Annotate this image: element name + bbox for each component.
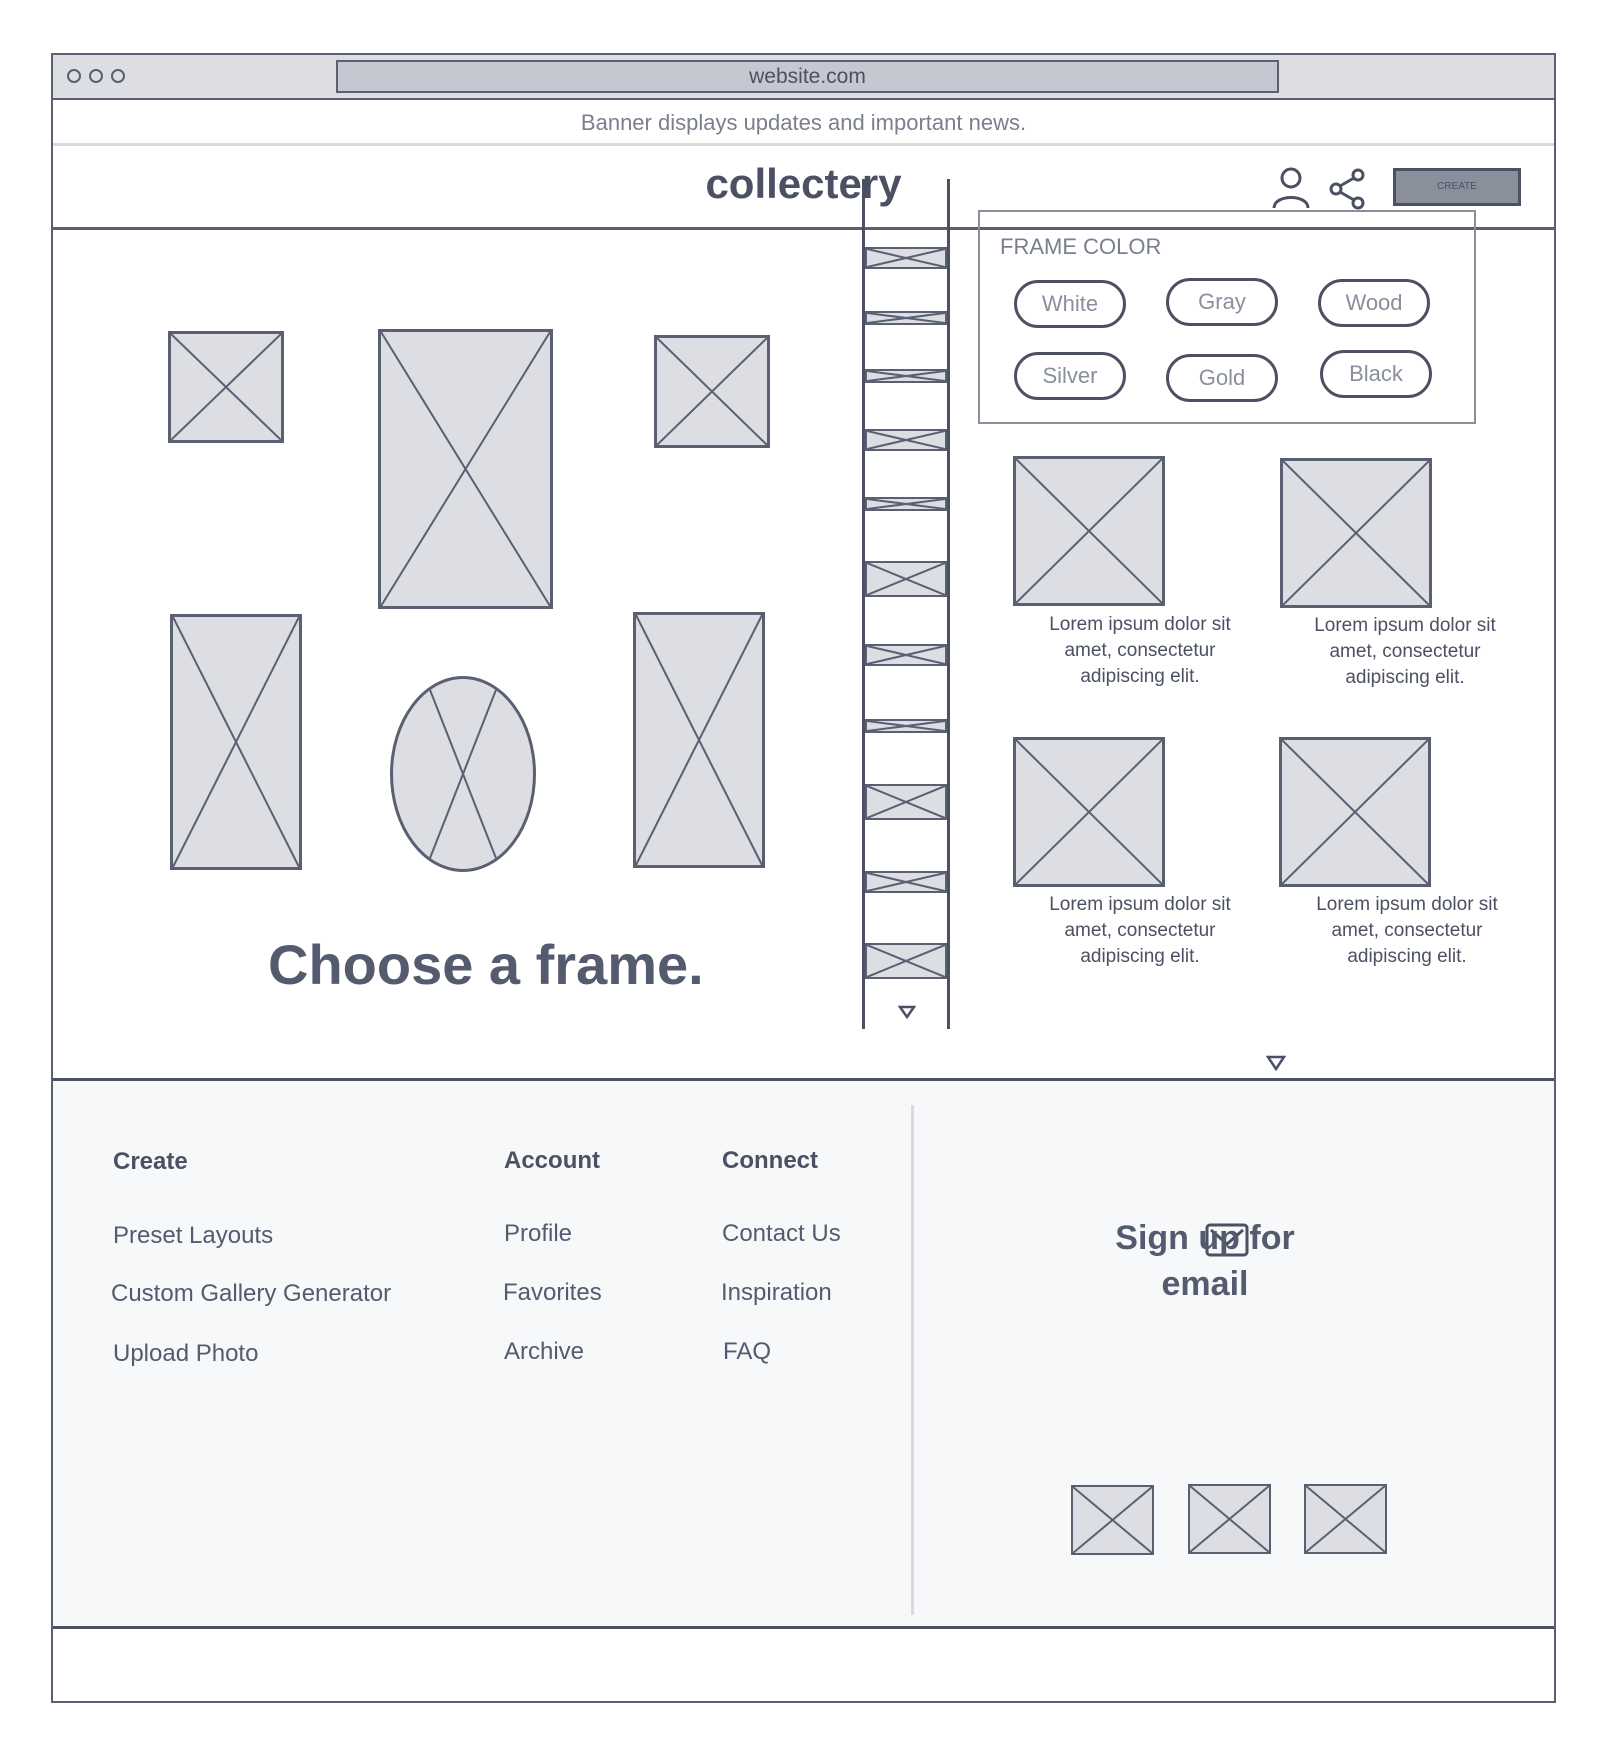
color-silver-button[interactable]: Silver: [1014, 352, 1126, 400]
color-white-button[interactable]: White: [1014, 280, 1126, 328]
strip-thumbnail[interactable]: [865, 369, 947, 383]
product-image[interactable]: [1013, 456, 1165, 606]
window-maximize-control[interactable]: [111, 69, 125, 83]
strip-scroll-down-icon[interactable]: [898, 1005, 916, 1019]
create-button[interactable]: CREATE: [1393, 168, 1521, 206]
footer-link-upload-photo[interactable]: Upload Photo: [113, 1340, 259, 1367]
user-icon[interactable]: [1271, 166, 1311, 210]
product-caption: Lorem ipsum dolor sit amet, consectetur adipiscing elit.: [1316, 894, 1498, 967]
strip-thumbnail[interactable]: [865, 644, 947, 666]
frame-option-6[interactable]: [633, 612, 765, 868]
product-image[interactable]: [1280, 458, 1432, 608]
footer-link-profile[interactable]: Profile: [504, 1220, 573, 1247]
color-gold-button[interactable]: Gold: [1166, 354, 1278, 402]
browser-titlebar: [53, 55, 1554, 100]
frame-option-3[interactable]: [654, 335, 770, 448]
color-wood-button[interactable]: Wood: [1318, 279, 1430, 327]
footer-link-custom-gallery[interactable]: Custom Gallery Generator: [111, 1280, 392, 1307]
window-minimize-control[interactable]: [89, 69, 103, 83]
frame-color-title: FRAME COLOR: [1000, 234, 1162, 259]
footer-connect-title: Connect: [722, 1147, 818, 1174]
strip-thumbnail[interactable]: [865, 561, 947, 597]
email-signup-link[interactable]: Sign up for email: [1115, 1219, 1295, 1303]
frame-option-4[interactable]: [170, 614, 302, 870]
footer-link-contact-us[interactable]: Contact Us: [722, 1220, 841, 1247]
frame-option-oval[interactable]: [390, 676, 536, 872]
site-logo[interactable]: collectery: [705, 160, 902, 207]
social-link[interactable]: [1071, 1485, 1154, 1555]
footer-link-inspiration[interactable]: Inspiration: [721, 1279, 832, 1306]
strip-thumbnail[interactable]: [865, 871, 947, 893]
footer-account-title: Account: [504, 1147, 600, 1174]
footer-link-faq[interactable]: FAQ: [723, 1338, 772, 1365]
strip-thumbnail[interactable]: [865, 247, 947, 269]
product-caption: Lorem ipsum dolor sit amet, consectetur adipiscing elit.: [1314, 615, 1496, 688]
strip-thumbnail[interactable]: [865, 784, 947, 820]
footer-column-divider: [911, 1105, 914, 1615]
product-caption: Lorem ipsum dolor sit amet, consectetur adipiscing elit.: [1049, 894, 1231, 967]
frame-option-2[interactable]: [378, 329, 553, 609]
color-gray-button[interactable]: Gray: [1166, 278, 1278, 326]
products-scroll-down-icon[interactable]: [1266, 1055, 1286, 1071]
frame-option-1[interactable]: [168, 331, 284, 443]
footer-link-favorites[interactable]: Favorites: [503, 1279, 602, 1306]
window-close-control[interactable]: [67, 69, 81, 83]
strip-thumbnail[interactable]: [865, 719, 947, 733]
product-image[interactable]: [1013, 737, 1165, 887]
footer-link-archive[interactable]: Archive: [504, 1338, 585, 1365]
footer-link-preset-layouts[interactable]: Preset Layouts: [113, 1222, 274, 1249]
product-image[interactable]: [1279, 737, 1431, 887]
social-link[interactable]: [1188, 1484, 1271, 1554]
frame-color-panel: [978, 210, 1476, 424]
social-link[interactable]: [1304, 1484, 1387, 1554]
footer-bottom-divider: [53, 1626, 1554, 1629]
news-banner: Banner displays updates and important news.: [53, 100, 1554, 146]
product-caption: Lorem ipsum dolor sit amet, consectetur adipiscing elit.: [1049, 614, 1231, 687]
footer-create-title: Create: [113, 1148, 188, 1175]
color-black-button[interactable]: Black: [1320, 350, 1432, 398]
strip-thumbnail[interactable]: [865, 943, 947, 979]
strip-thumbnail[interactable]: [865, 311, 947, 325]
thumbnail-strip[interactable]: [862, 179, 950, 1029]
strip-thumbnail[interactable]: [865, 497, 947, 511]
page-heading: Choose a frame.: [268, 933, 704, 996]
address-bar[interactable]: website.com: [336, 60, 1279, 93]
share-icon[interactable]: [1328, 168, 1368, 210]
strip-thumbnail[interactable]: [865, 429, 947, 451]
